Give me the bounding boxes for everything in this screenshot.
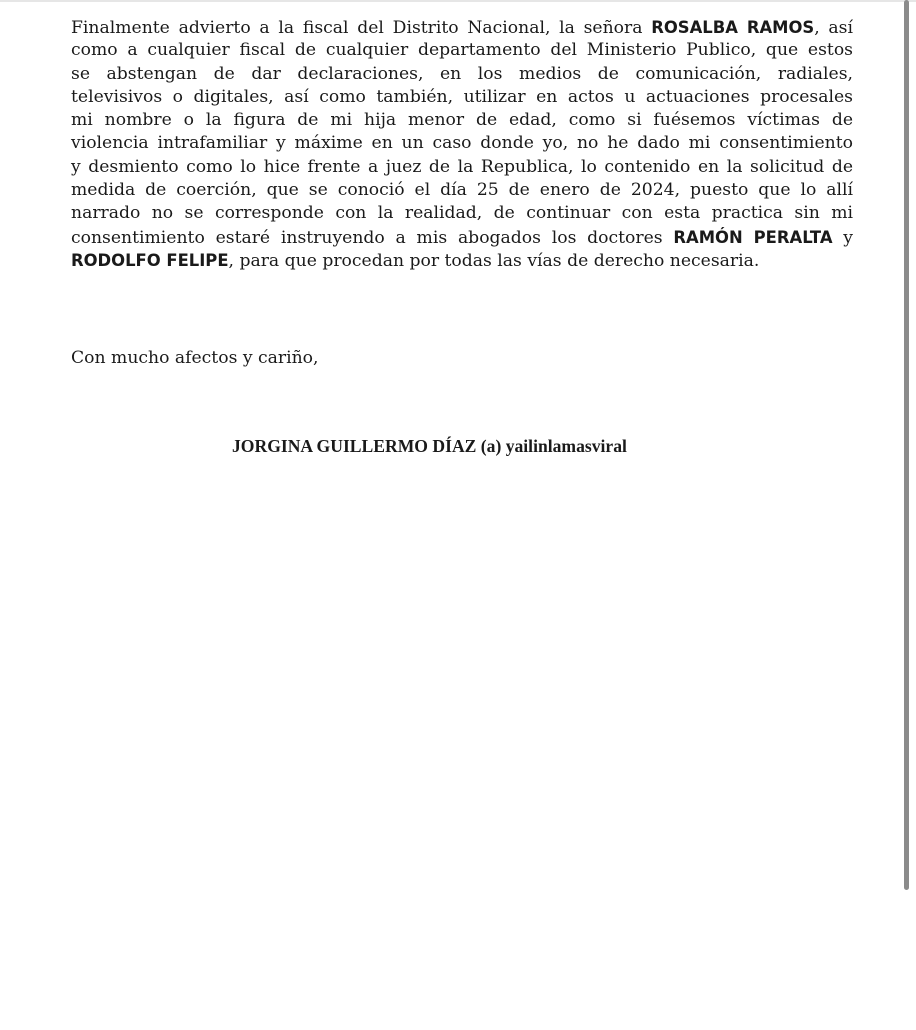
paragraph-line bbox=[71, 39, 853, 62]
bold-name: RODOLFO FELIPE bbox=[71, 250, 229, 270]
paragraph-line bbox=[71, 16, 853, 39]
paragraph-line bbox=[71, 226, 853, 249]
text-run: y bbox=[832, 227, 853, 248]
paragraph-line bbox=[71, 132, 853, 155]
body-paragraph bbox=[71, 16, 853, 272]
paragraph-line bbox=[71, 202, 853, 225]
bold-name: ROSALBA RAMOS bbox=[651, 18, 815, 37]
text-run: mi nombre o la figura de mi hija menor de edad, como si fuésemos víctimas de bbox=[71, 110, 853, 131]
paragraph-line bbox=[71, 109, 853, 132]
text-run: violencia intrafamiliar y máxime en un caso donde yo, no he dado mi consentimiento bbox=[71, 133, 853, 154]
top-divider bbox=[0, 0, 916, 2]
text-run: medida de coerción, que se conoció el día 25 de enero de 2024, puesto que lo allí bbox=[71, 180, 853, 201]
text-run: Finalmente advierto a la fiscal del Distrito Nacional, la señora bbox=[71, 18, 652, 38]
closing-line: Con mucho afectos y cariño, bbox=[71, 348, 319, 368]
text-run: narrado no se corresponde con la realidad, de continuar con esta practica sin mi bbox=[71, 203, 853, 224]
text-run: consentimiento estaré instruyendo a mis abogados los doctores bbox=[71, 227, 674, 248]
text-run: como a cualquier fiscal de cualquier departamento del Ministerio Publico, que estos bbox=[71, 40, 853, 61]
bold-name: RAMÓN PERALTA bbox=[673, 227, 833, 247]
text-run: se abstengan de dar declaraciones, en los medios de comunicación, radiales, bbox=[71, 63, 853, 84]
signature-name: JORGINA GUILLERMO DÍAZ (a) yailinlamasviral bbox=[232, 436, 627, 456]
text-run: , para que procedan por todas las vías de derecho necesaria. bbox=[228, 250, 760, 271]
paragraph-line bbox=[71, 156, 853, 179]
paragraph-line bbox=[71, 86, 853, 109]
text-run: televisivos o digitales, así como también, utilizar en actos u actuaciones procesales bbox=[71, 86, 853, 107]
paragraph-line bbox=[71, 179, 853, 202]
paragraph-line bbox=[71, 249, 853, 272]
text-run: , así bbox=[814, 18, 853, 38]
text-run: y desmiento como lo hice frente a juez de la Republica, lo contenido en la solicitud de bbox=[71, 156, 853, 177]
paragraph-line bbox=[71, 63, 853, 86]
vertical-scrollbar[interactable] bbox=[904, 0, 909, 890]
